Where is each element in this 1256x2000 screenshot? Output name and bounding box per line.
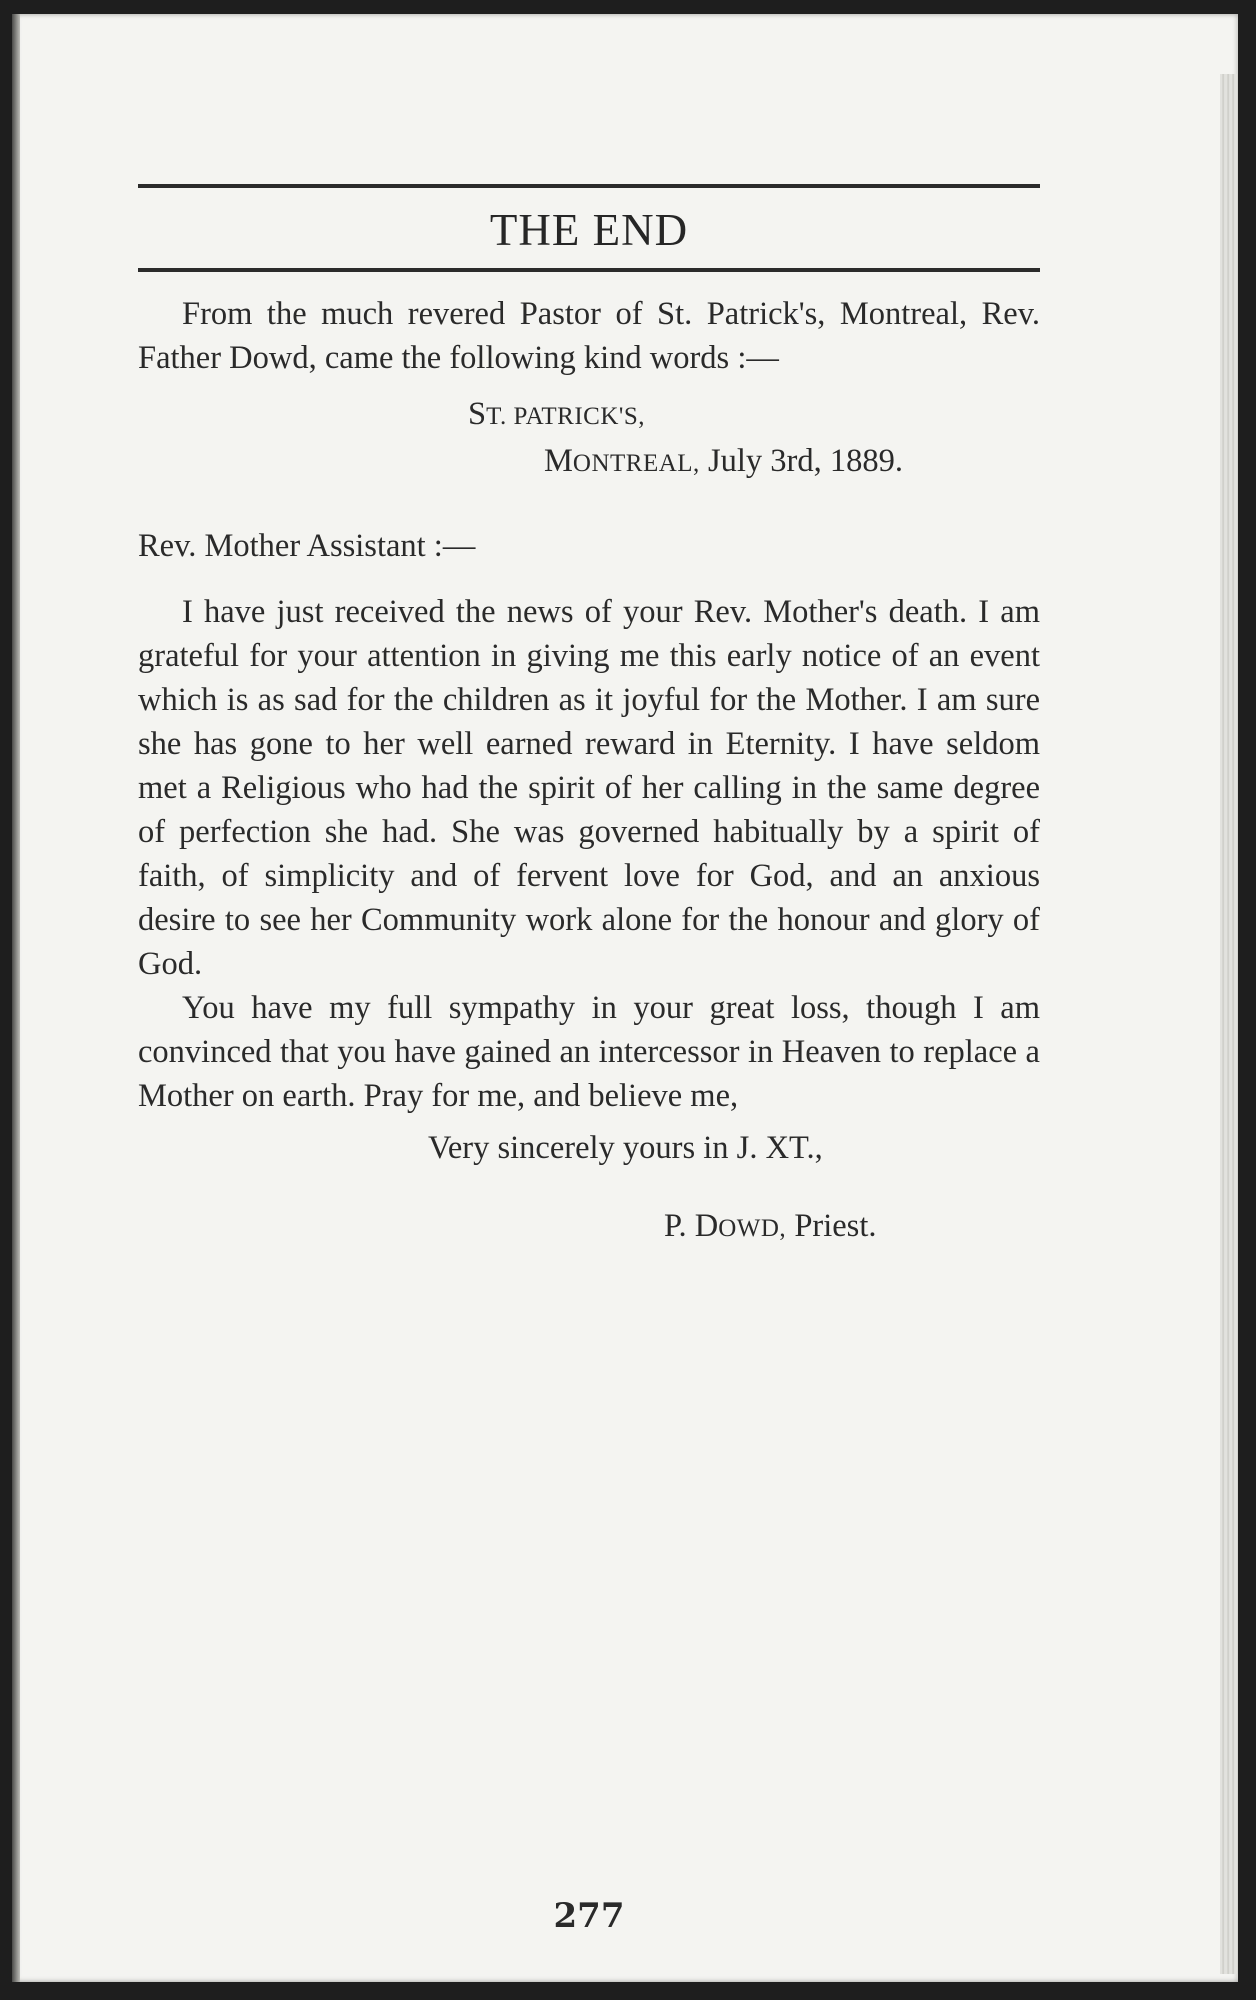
letter-paragraph: I have just received the news of your Rev. Mother's death. I am grateful for your attention in giving me this early notice of an event which is as sad for the children as it joyful for the Mother. I am sure she has gone to her well earned reward in Eternity. I have seldom met a Religious who had the spirit of her calling in the same degree of perfection she had. She was governed habitually by a spirit of faith, of simplicity and of fervent love for God, and an anxious desire to see her Community work alone for the honour and glory of God.: [138, 594, 1040, 982]
letter-signature: P. DOWD, Priest.: [664, 1208, 877, 1244]
top-rule: [138, 184, 1040, 188]
letter-date-line: MONTREAL, July 3rd, 1889.: [544, 443, 903, 479]
page-edges: [1220, 74, 1238, 1974]
letter-place-line: ST. PATRICK'S,: [468, 396, 646, 432]
page-number: 277: [553, 1896, 625, 1936]
letter-date: July 3rd, 1889.: [707, 443, 903, 479]
letter-heading: [138, 392, 1040, 486]
page-content: [138, 184, 1040, 1936]
letter-salutation: Rev. Mother Assistant :—: [138, 528, 476, 564]
page-title: THE END: [489, 205, 689, 255]
intro-paragraph: From the much revered Pastor of St. Patrick's, Montreal, Rev. Father Dowd, came the following kind words :—: [138, 296, 1040, 376]
bottom-rule: [138, 268, 1040, 272]
letter-closing: Very sincerely yours in J. XT.,: [428, 1130, 823, 1166]
binding-shadow: [12, 14, 20, 1982]
letter-paragraph: You have my full sympathy in your great loss, though I am convinced that you have gained an intercessor in Heaven to replace a Mother on earth. Pray for me, and believe me,: [138, 990, 1040, 1114]
book-page: [12, 14, 1238, 1982]
